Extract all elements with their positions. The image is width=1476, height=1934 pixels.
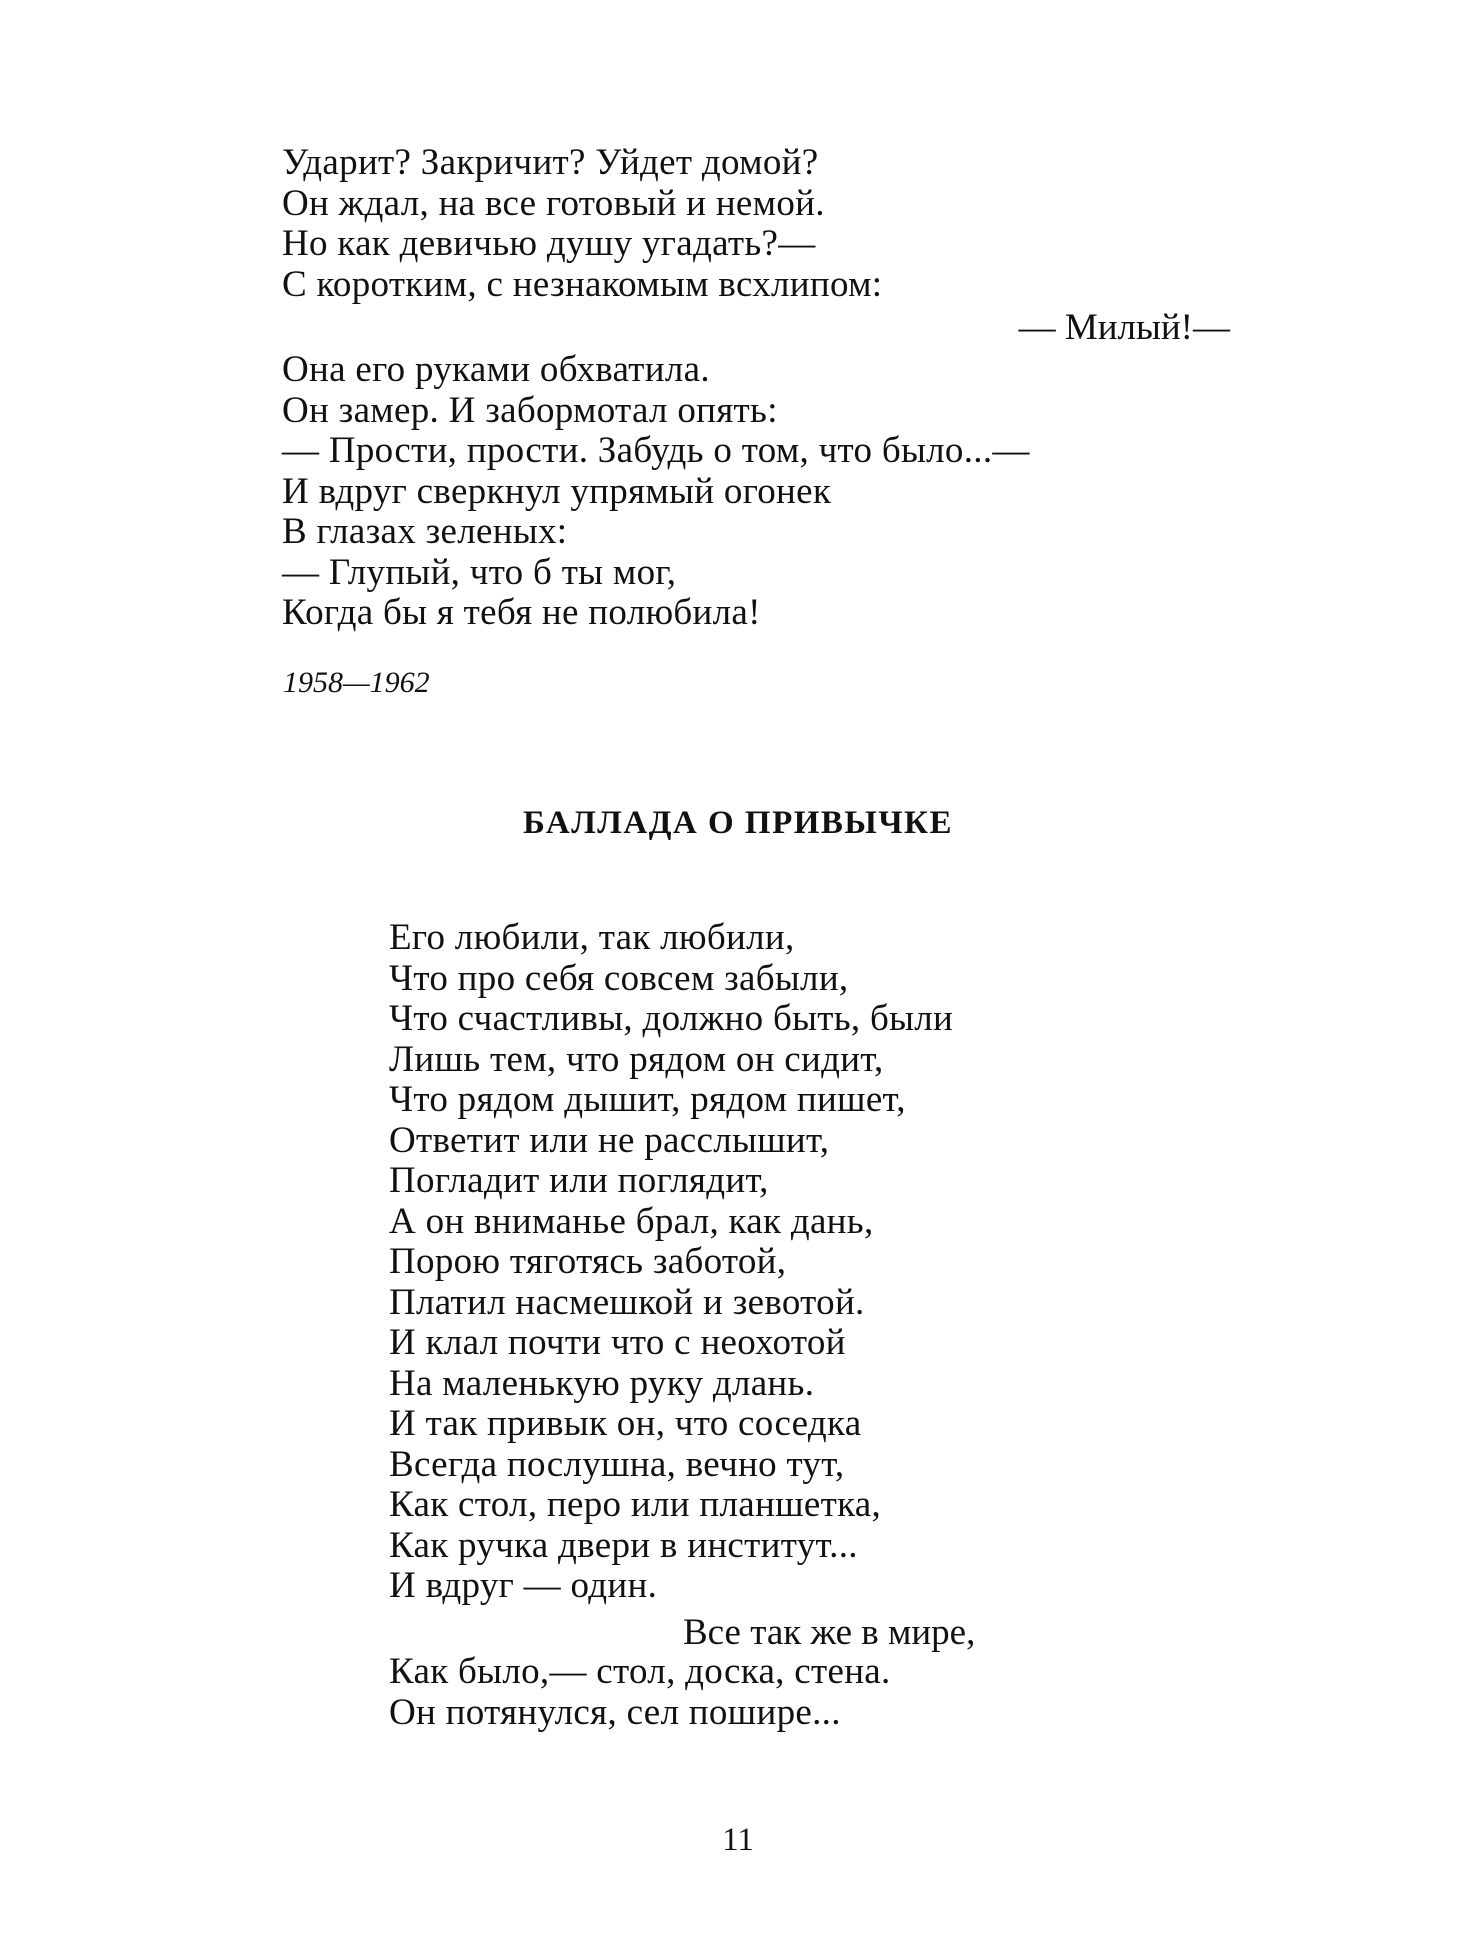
poem-title: БАЛЛАДА О ПРИВЫЧКЕ <box>523 805 953 841</box>
poem-line: И клал почти что с неохотой <box>389 1322 846 1363</box>
poem-line: С коротким, с незнакомым всхлипом: <box>282 263 883 305</box>
page-number: 11 <box>722 1822 754 1858</box>
poem-line: А он вниманье брал, как дань, <box>389 1200 874 1242</box>
poem-stanza <box>389 1652 891 1733</box>
poem-stanza <box>389 918 953 1607</box>
poem-line: Она его руками обхватила. <box>282 349 710 390</box>
poem-line: Его любили, так любили, <box>389 917 795 958</box>
poem-line: И вдруг сверкнул упрямый огонек <box>282 470 832 512</box>
poem-line: Как ручка двери в институт... <box>389 1524 858 1566</box>
poem-line: И так привык он, что соседка <box>389 1403 862 1444</box>
poem-line: Когда бы я тебя не полюбила! <box>282 592 761 633</box>
poem-line: И вдруг — один. <box>389 1565 658 1606</box>
poem-line-indented: — Милый!— <box>1018 307 1230 348</box>
poem-line: Лишь тем, что рядом он сидит, <box>389 1038 884 1080</box>
poem-line: Ответит или не расслышит, <box>389 1119 830 1161</box>
poem-line: Но как девичью душу угадать?— <box>282 223 816 264</box>
poem-line: Платил насмешкой и зевотой. <box>389 1281 865 1323</box>
poem-line: Он потянулся, сел пошире... <box>389 1691 841 1733</box>
poem-line: — Глупый, что б ты мог, <box>282 551 677 593</box>
poem-date: 1958—1962 <box>283 666 430 699</box>
poem-line: В глазах зеленых: <box>282 511 568 552</box>
poem-line: Он ждал, на все готовый и немой. <box>282 182 825 224</box>
poem-line: — Прости, прости. Забудь о том, что было...— <box>282 430 1030 471</box>
poem-line: Как было,— стол, доска, стена. <box>389 1651 891 1692</box>
poem-line: Порою тяготясь заботой, <box>389 1241 787 1282</box>
poem-line: На маленькую руку длань. <box>389 1362 815 1404</box>
poem-line: Как стол, перо или планшетка, <box>389 1484 882 1525</box>
poem-line: Погладит или поглядит, <box>389 1160 769 1201</box>
poem-stanza <box>282 143 882 305</box>
poem-line: Ударит? Закричит? Уйдет домой? <box>282 142 819 183</box>
poem-stanza <box>282 350 1030 634</box>
poem-line: Что про себя совсем забыли, <box>389 957 849 999</box>
poem-line: Что рядом дышит, рядом пишет, <box>389 1079 906 1120</box>
poem-line: Всегда послушна, вечно тут, <box>389 1443 845 1485</box>
poem-line: Что счастливы, должно быть, были <box>389 998 954 1039</box>
poem-line-indented: Все так же в мире, <box>683 1612 976 1653</box>
poem-line: Он замер. И забормотал опять: <box>282 389 778 431</box>
